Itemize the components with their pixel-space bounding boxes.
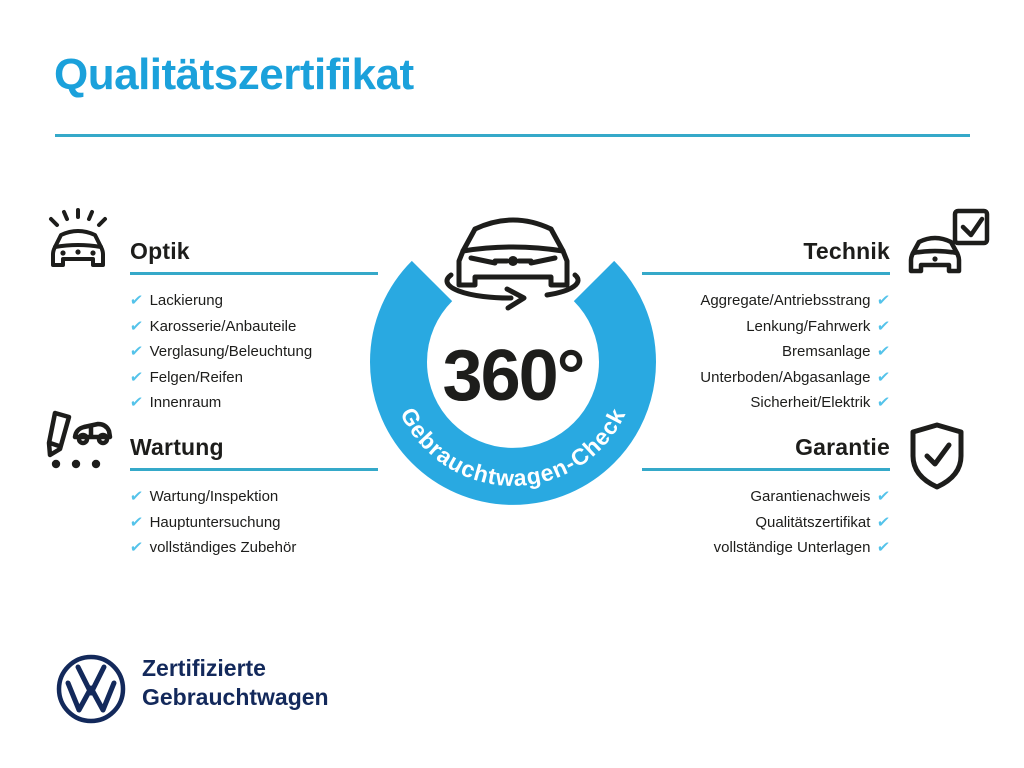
check-item-label: Sicherheit/Elektrik [750,394,871,411]
technik-check-list [642,288,890,416]
section-heading: Wartung [130,434,224,460]
rotation-arrow [447,275,578,308]
section-wartung [130,434,378,561]
section-heading: Optik [130,238,190,264]
check-icon: ✔ [128,342,144,360]
check-item [642,390,890,416]
check-icon: ✔ [128,291,144,309]
pencil-car-icon [42,408,116,470]
check-item [130,314,378,340]
check-item [642,484,890,510]
section-technik [642,238,890,416]
check-icon: ✔ [128,512,144,531]
check-item [130,535,378,561]
check-item [130,339,378,365]
check-item [642,314,890,340]
vw-logo [54,652,128,726]
check-icon: ✔ [128,393,144,411]
brand-line-2: Gebrauchtwagen [142,684,329,710]
check-item [130,365,378,391]
garantie-check-list [642,484,890,561]
check-icon: ✔ [876,393,892,411]
section-heading: Technik [803,238,890,264]
check-item-label: Lenkung/Fahrwerk [746,317,871,335]
check-icon: ✔ [876,316,892,335]
check-item-label: Felgen/Reifen [149,368,243,386]
title-divider [55,134,970,137]
check-item [642,339,890,365]
shield-check-icon [906,420,968,492]
check-item [130,484,378,510]
check-item [642,535,890,561]
check-item-label: Innenraum [149,394,222,411]
check-item-label: Garantienachweis [750,488,871,505]
section-divider [130,468,378,471]
check-item-label: Wartung/Inspektion [149,488,279,505]
check-item-label: Karosserie/Anbauteile [149,317,297,335]
check-item-label: vollständige Unterlagen [713,539,871,556]
check-item [130,390,378,416]
section-divider [642,272,890,275]
check-item [642,288,890,314]
ring-label: Gebrauchtwagen-Check [395,403,631,492]
check-item-label: Lackierung [149,292,223,309]
check-icon: ✔ [128,367,144,386]
check-item [642,365,890,391]
check-icon: ✔ [876,367,892,386]
check-icon: ✔ [128,316,144,335]
check-icon: ✔ [876,487,892,505]
brand-text [142,654,329,712]
section-optik [130,238,378,416]
check-icon: ✔ [128,487,144,505]
check-item-label: Verglasung/Beleuchtung [149,343,313,360]
check-item [130,288,378,314]
check-item-label: vollständiges Zubehör [149,539,297,556]
check-icon: ✔ [876,342,892,360]
car-checkbox-icon [901,208,991,278]
check-item-label: Aggregate/Antriebsstrang [700,292,871,309]
section-divider [642,468,890,471]
360-check-emblem [349,195,679,530]
check-icon: ✔ [876,538,892,556]
check-item-label: Bremsanlage [782,343,871,360]
optik-check-list [130,288,378,416]
car-360-rotation-icon [459,220,567,285]
check-icon: ✔ [128,538,144,556]
check-icon: ✔ [876,512,892,531]
brand-line-1: Zertifizierte [142,655,266,681]
check-item [642,510,890,536]
brand-block [54,652,128,732]
section-heading: Garantie [795,434,890,460]
check-item-label: Hauptuntersuchung [149,513,281,531]
check-item-label: Qualitätszertifikat [755,513,871,531]
car-shine-icon [42,208,114,270]
page-title: Qualitätszertifikat [54,50,414,99]
degree-label: 360° [442,336,584,416]
check-item [130,510,378,536]
check-item-label: Unterboden/Abgasanlage [700,368,871,386]
check-icon: ✔ [876,291,892,309]
section-garantie [642,434,890,561]
wartung-check-list [130,484,378,561]
section-divider [130,272,378,275]
